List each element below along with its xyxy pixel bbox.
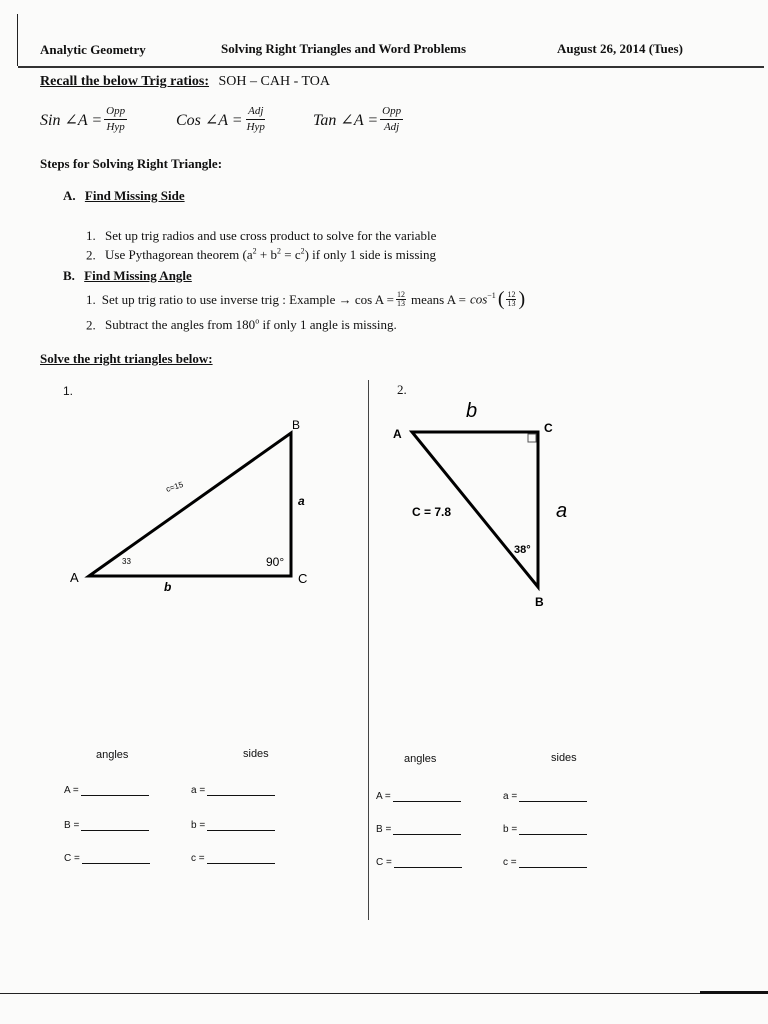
sin-numerator: Opp: [104, 106, 127, 120]
degree-sup: o: [255, 317, 260, 326]
answer-label: C =: [376, 857, 392, 868]
course-name: Analytic Geometry: [40, 42, 146, 57]
sin-lhs: Sin ∠A =: [40, 111, 103, 129]
cos-lhs: Cos ∠A =: [176, 111, 243, 129]
answer-label: a =: [503, 791, 518, 802]
step-a1-text: Set up trig radios and use cross product to solve for the variable: [105, 228, 437, 243]
answer-label: A =: [64, 785, 79, 796]
section-a-title: Find Missing Side: [84, 188, 185, 203]
step-a1-number: 1.: [86, 228, 96, 243]
tan-formula: [313, 106, 405, 133]
answer-blank[interactable]: [393, 789, 461, 802]
example-fraction: [396, 291, 406, 308]
triangle-2-side-c: C = 7.8: [412, 505, 452, 519]
steps-heading: Steps for Solving Right Triangle:: [40, 156, 223, 171]
inverse-cos-func: cos: [469, 291, 488, 307]
step-b1: [86, 288, 525, 311]
answer-blank[interactable]: [207, 851, 275, 864]
answer-blank[interactable]: [81, 818, 149, 831]
answer-label: c =: [191, 853, 205, 864]
triangle-1-side-b: b: [164, 580, 172, 594]
step-b2: [86, 317, 397, 333]
bottom-scan-edge-right: [700, 991, 768, 994]
step-b2-number: 2.: [86, 317, 96, 333]
answer-blank[interactable]: [394, 855, 462, 868]
sin-denominator: Hyp: [106, 121, 125, 133]
recall-mnemonic: SOH – CAH - TOA: [218, 74, 331, 89]
answers-2-angles-header: angles: [404, 753, 437, 765]
section-b-heading: [63, 268, 192, 284]
answer-blank[interactable]: [519, 822, 587, 835]
section-b-letter: B.: [63, 268, 75, 283]
tan-lhs: Tan ∠A =: [313, 111, 379, 129]
sin-formula: [40, 106, 129, 133]
answer-1-angle-a[interactable]: [64, 783, 149, 796]
answer-2-angle-c[interactable]: [376, 855, 462, 868]
answer-label: A =: [376, 791, 391, 802]
answer-label: C =: [64, 853, 80, 864]
answer-2-angle-b[interactable]: [376, 822, 461, 835]
step-b1-number: 1.: [86, 291, 96, 307]
answer-blank[interactable]: [519, 855, 587, 868]
tan-numerator: Opp: [380, 106, 403, 120]
example-fraction-num: 12: [396, 290, 405, 299]
triangle-1-vertex-c: C: [298, 571, 308, 586]
tan-denominator: Adj: [383, 121, 400, 133]
answer-label: a =: [191, 785, 206, 796]
answer-1-side-c[interactable]: [191, 851, 275, 864]
a-squared-exponent: 2: [252, 247, 257, 256]
step-b1-pre: Set up trig ratio to use inverse trig : Example → cos A =: [101, 291, 394, 307]
step-b1-mid: means A =: [410, 291, 466, 307]
problem-2-number: 2.: [397, 382, 407, 397]
cos-denominator: Hyp: [246, 121, 265, 133]
answer-blank[interactable]: [393, 822, 461, 835]
recall-line: [40, 74, 330, 90]
answer-1-side-a[interactable]: [191, 783, 275, 796]
answer-1-side-b[interactable]: [191, 818, 275, 831]
triangle-1-vertex-b: B: [292, 418, 301, 432]
answer-1-angle-b[interactable]: [64, 818, 149, 831]
c-squared-exponent: 2: [300, 247, 305, 256]
recall-label: Recall the below Trig ratios:: [40, 74, 210, 89]
section-b-title: Find Missing Angle: [84, 268, 192, 283]
solve-heading: Solve the right triangles below:: [40, 351, 213, 366]
triangle-2-diagram: [380, 390, 620, 615]
step-a2-plus-b: + b: [256, 247, 277, 263]
answer-blank[interactable]: [82, 851, 150, 864]
triangle-2-vertex-b: B: [535, 595, 544, 609]
step-a2-pre: Use Pythagorean theorem (a: [105, 247, 253, 263]
triangle-1-angle-c: 90°: [266, 555, 285, 569]
inverse-fraction-den: 13: [507, 299, 516, 308]
answer-label: b =: [503, 824, 518, 835]
triangle-1-side-a: a: [298, 494, 305, 508]
answer-label: b =: [191, 820, 206, 831]
cos-formula: [176, 106, 269, 133]
step-b2-post: if only 1 angle is missing.: [259, 317, 397, 333]
triangle-1-angle-a: 33: [122, 557, 131, 566]
triangle-2-side-a: a: [556, 500, 568, 522]
answer-2-angle-a[interactable]: [376, 789, 461, 802]
answer-blank[interactable]: [207, 818, 275, 831]
step-a2-number: 2.: [86, 247, 96, 263]
answer-label: B =: [64, 820, 80, 831]
step-a2-equals-c: = c: [280, 247, 301, 263]
example-fraction-den: 13: [396, 299, 405, 308]
answers-1-sides-header: sides: [243, 748, 269, 760]
triangle-1-diagram: [60, 410, 330, 600]
triangle-1-vertex-a: A: [70, 570, 79, 585]
step-a2: [86, 247, 436, 263]
section-a-letter: A.: [63, 188, 76, 203]
b-squared-exponent: 2: [276, 247, 281, 256]
answer-blank[interactable]: [519, 789, 587, 802]
triangle-2-side-b: b: [466, 400, 478, 422]
answer-1-angle-c[interactable]: [64, 851, 150, 864]
answer-label: B =: [376, 824, 392, 835]
step-a1: [86, 228, 436, 244]
inverse-exponent: −1: [487, 291, 496, 301]
step-b2-pre: Subtract the angles from 180: [105, 317, 256, 333]
header-rule: [18, 66, 764, 68]
left-margin-mark: [17, 14, 18, 66]
problem-1-number: 1.: [63, 384, 74, 398]
worksheet-title: Solving Right Triangles and Word Problems: [221, 41, 467, 56]
answer-2-side-a[interactable]: [503, 789, 587, 802]
section-a-heading: [63, 188, 185, 204]
answer-2-side-c[interactable]: [503, 855, 587, 868]
column-divider: [368, 380, 369, 920]
triangle-2-right-angle-mark: [528, 434, 536, 442]
answers-1-angles-header: angles: [96, 749, 129, 761]
triangle-2-vertex-c: C: [544, 421, 553, 435]
answers-2-sides-header: sides: [551, 752, 577, 764]
worksheet-date: August 26, 2014 (Tues): [557, 41, 683, 56]
inverse-fraction: [506, 291, 516, 308]
bottom-scan-edge: [0, 993, 768, 994]
triangle-1-side-c: c=15: [164, 479, 185, 494]
answer-blank[interactable]: [81, 783, 149, 796]
triangle-2-angle-b: 38°: [514, 544, 531, 556]
inverse-cos: [470, 291, 496, 307]
cos-numerator: Adj: [246, 106, 265, 120]
answer-blank[interactable]: [207, 783, 275, 796]
triangle-1-shape: [89, 433, 291, 576]
answer-2-side-b[interactable]: [503, 822, 587, 835]
answer-label: c =: [503, 857, 517, 868]
left-paren: (: [497, 288, 505, 310]
inverse-fraction-num: 12: [507, 290, 516, 299]
right-paren: ): [518, 288, 526, 310]
triangle-2-vertex-a: A: [393, 427, 402, 441]
step-a2-post: ) if only 1 side is missing: [304, 247, 437, 263]
